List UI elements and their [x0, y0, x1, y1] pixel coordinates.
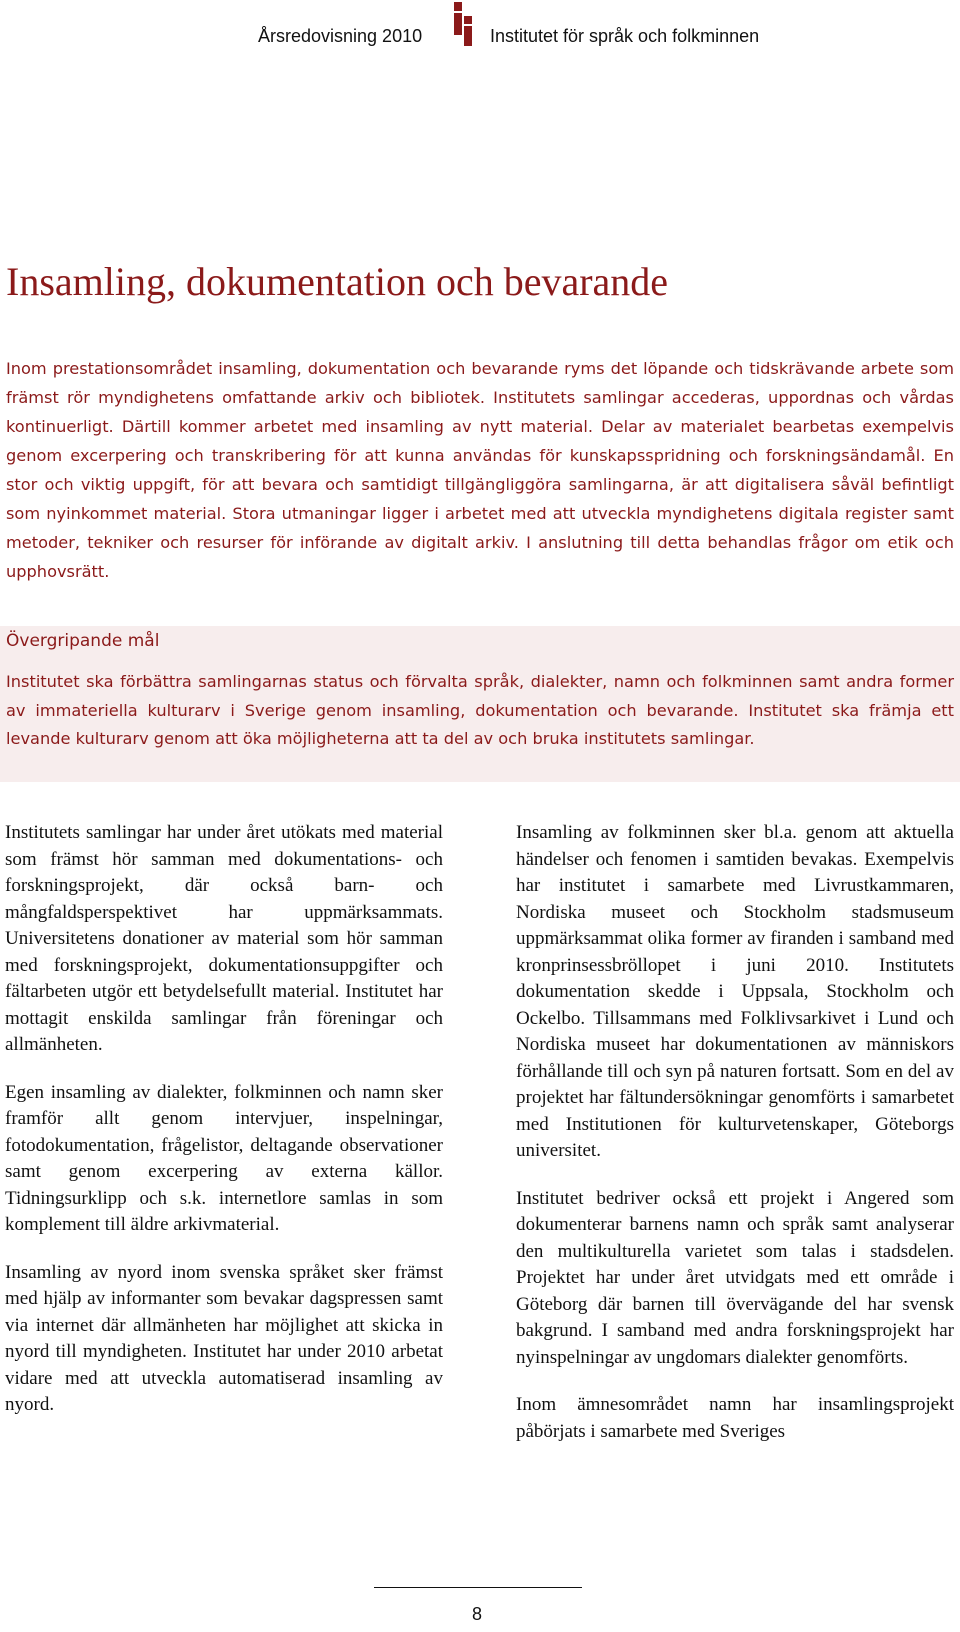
- body-paragraph: Insamling av nyord inom svenska språket sker främst med hjälp av informanter som bevakar dagspressen samt via internet där allmänheten har möjlighet att skicka in nyord till myndigheten. Institutet har under 2010 arbetat vidare med att utveckla automatiserad insamling av nyord.: [5, 1261, 443, 1415]
- left-column: [5, 820, 443, 1440]
- section-title: Insamling, dokumentation och bevarande: [6, 259, 669, 304]
- goal-text: Institutet ska förbättra samlingarnas status och förvalta språk, dialekter, namn och folkminnen samt andra former av immateriella kulturarv i Sverige genom insamling, dokumentation och bevarande. Institutet ska främja ett levande kulturarv genom att öka möjligheterna att ta del av och bruka institutets samlingar.: [6, 672, 954, 748]
- footer-divider: [374, 1587, 582, 1588]
- institute-logo-icon: [453, 2, 473, 50]
- body-paragraph: Egen insamling av dialekter, folkminnen och namn sker framför allt genom intervjuer, inspelningar, fotodokumentation, frågelistor, deltagande observationer samt genom excerpering av externa källor. Tidningsurklipp och s.k. internetlore samlas in som komplement till äldre arkivmaterial.: [5, 1081, 443, 1235]
- report-title: Årsredovisning 2010: [258, 26, 423, 46]
- right-column: [516, 820, 954, 1466]
- goal-heading: Övergripande mål: [6, 631, 160, 651]
- body-paragraph: Institutets samlingar har under året utökats med material som främst hör samman med dokumentations- och forskningsprojekt, där också barn- och mångfaldsperspektivet har uppmärksammats. Universitetens donationer av material som hör samman med forskningsprojekt, dokumentationsuppgifter och fältarbeten utgör ett betydelsefullt material. Institutet har mottagit enskilda samlingar från föreningar och allmänheten.: [5, 822, 443, 1055]
- body-paragraph: Institutet bedriver också ett projekt i Angered som dokumenterar barnens namn och språk samt analyserar den multikulturella varietet som talas i stadsdelen. Projektet har under året utvidgats med ett område i Göteborg där barnen till övervägande del har svensk bakgrund. I samband med andra forskningsprojekt har nyinspelningar av ungdomars dialekter genomförts.: [516, 1187, 954, 1368]
- body-paragraph: Insamling av folkminnen sker bl.a. genom att aktuella händelser och fenomen i samtiden bevakas. Exempelvis har institutet i samarbete med Livrustkammaren, Nordiska museet och Stockholm stadsmuseum uppmärksammat olika former av firanden i samband med kronprinsessbröllopet i juni 2010. Institutets dokumentation skedde i Uppsala, Stockholm och Ockelbo. Tillsammans med Folklivsarkivet i Lund och Nordiska museet har dokumentationen av människors förhållande till och syn på naturen fortsatt. Som en del av projektet har fältundersökningar genomförts i samarbetet med Institutionen för kulturvetenskaper, Göteborgs universitet.: [516, 822, 954, 1161]
- page-number: 8: [472, 1604, 483, 1624]
- institute-name: Institutet för språk och folkminnen: [490, 26, 760, 46]
- intro-paragraph: Inom prestationsområdet insamling, dokumentation och bevarande ryms det löpande och tidskrävande arbete som främst rör myndighetens omfattande arkiv och bibliotek. Institutets samlingar accederas, uppordnas och vårdas kontinuerligt. Därtill kommer arbetet med insamling av nytt material. Delar av materialet bearbetas exempelvis genom excerpering och transkribering för att kunna användas för kunskapsspridning och forskningsändamål. En stor och viktig uppgift, för att bevara och samtidigt tillgängliggöra samlingarna, är att digitalisera såväl befintligt som nyinkommet material. Stora utmaningar ligger i arbetet med att utveckla myndighetens digitala register samt metoder, tekniker och resurser för införande av digitalt arkiv. I anslutning till detta behandlas frågor om etik och upphovsrätt.: [6, 359, 954, 581]
- page-header: [0, 22, 960, 52]
- body-paragraph: Inom ämnesområdet namn har insamlingsprojekt påbörjats i samarbete med Sveriges: [516, 1394, 954, 1442]
